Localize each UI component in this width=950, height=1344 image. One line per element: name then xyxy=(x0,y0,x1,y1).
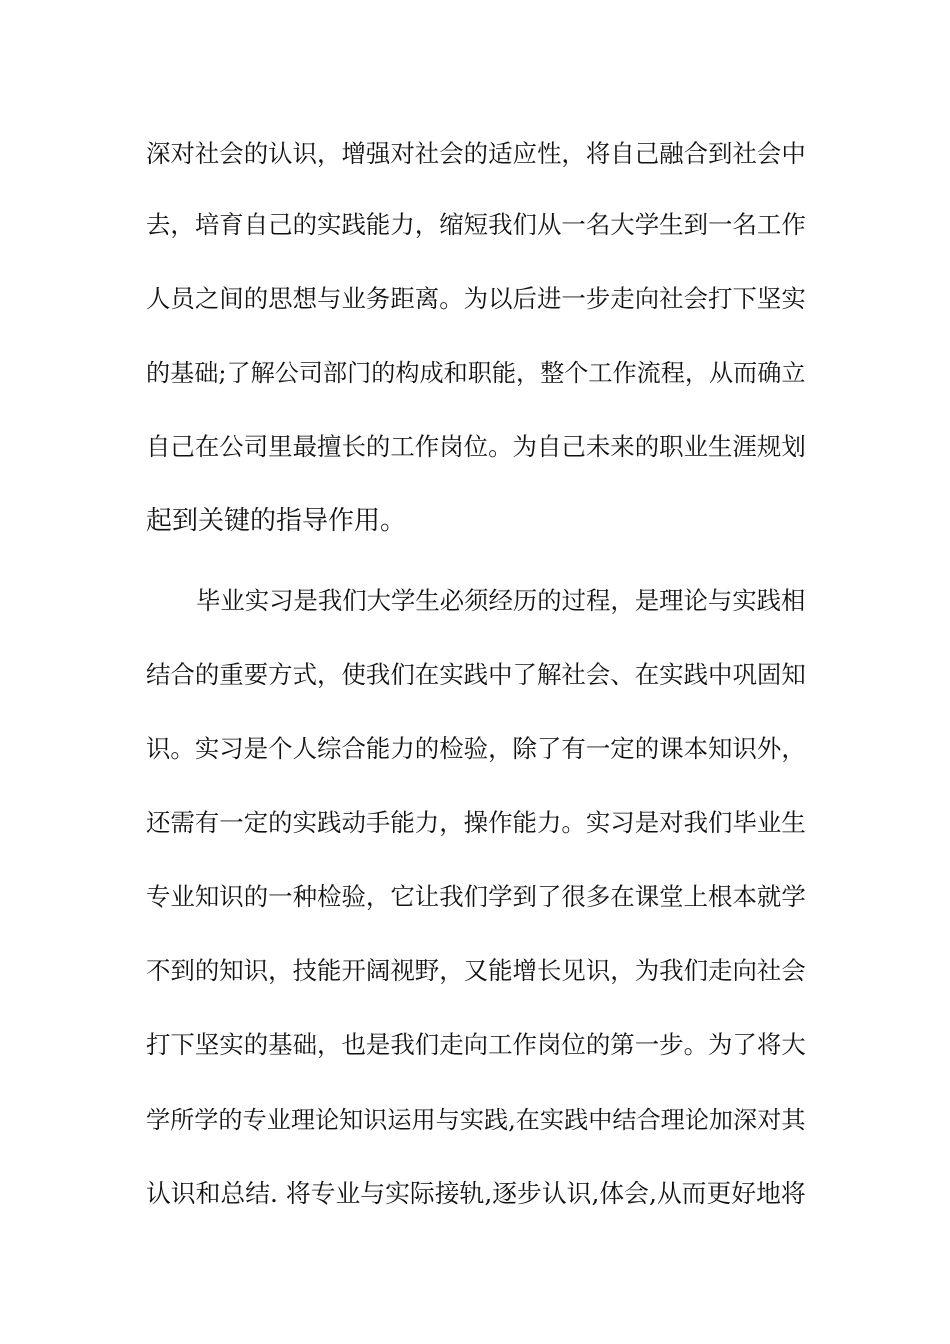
text-line: 打下坚实的基础，也是我们走向工作岗位的第一步。为了将大 xyxy=(146,1030,806,1059)
text-line: 自己在公司里最擅长的工作岗位。为自己未来的职业生涯规划 xyxy=(146,432,806,461)
text-line: 去，培育自己的实践能力，缩短我们从一名大学生到一名工作 xyxy=(146,210,806,239)
text-line: 还需有一定的实践动手能力，操作能力。实习是对我们毕业生 xyxy=(146,808,806,837)
text-line: 不到的知识，技能开阔视野，又能增长见识，为我们走向社会 xyxy=(146,956,806,985)
text-line: 学所学的专业理论知识运用与实践,在实践中结合理论加深对其 xyxy=(146,1106,806,1134)
text-line: 起到关键的指导作用。 xyxy=(146,506,407,536)
text-line: 人员之间的思想与业务距离。为以后进一步走向社会打下坚实 xyxy=(146,284,806,313)
text-line: 深对社会的认识，增强对社会的适应性，将自己融合到社会中 xyxy=(146,139,806,168)
text-line: 认识和总结. 将专业与实际接轨,逐步认识,体会,从而更好地将 xyxy=(146,1179,806,1208)
text-line: 毕业实习是我们大学生必须经历的过程，是理论与实践相 xyxy=(196,586,806,615)
text-line: 识。实习是个人综合能力的检验，除了有一定的课本知识外， xyxy=(146,734,806,763)
text-line: 的基础;了解公司部门的构成和职能，整个工作流程，从而确立 xyxy=(146,359,806,387)
text-line: 专业知识的一种检验，它让我们学到了很多在课堂上根本就学 xyxy=(146,882,806,911)
text-line: 结合的重要方式，使我们在实践中了解社会、在实践中巩固知 xyxy=(146,660,806,689)
